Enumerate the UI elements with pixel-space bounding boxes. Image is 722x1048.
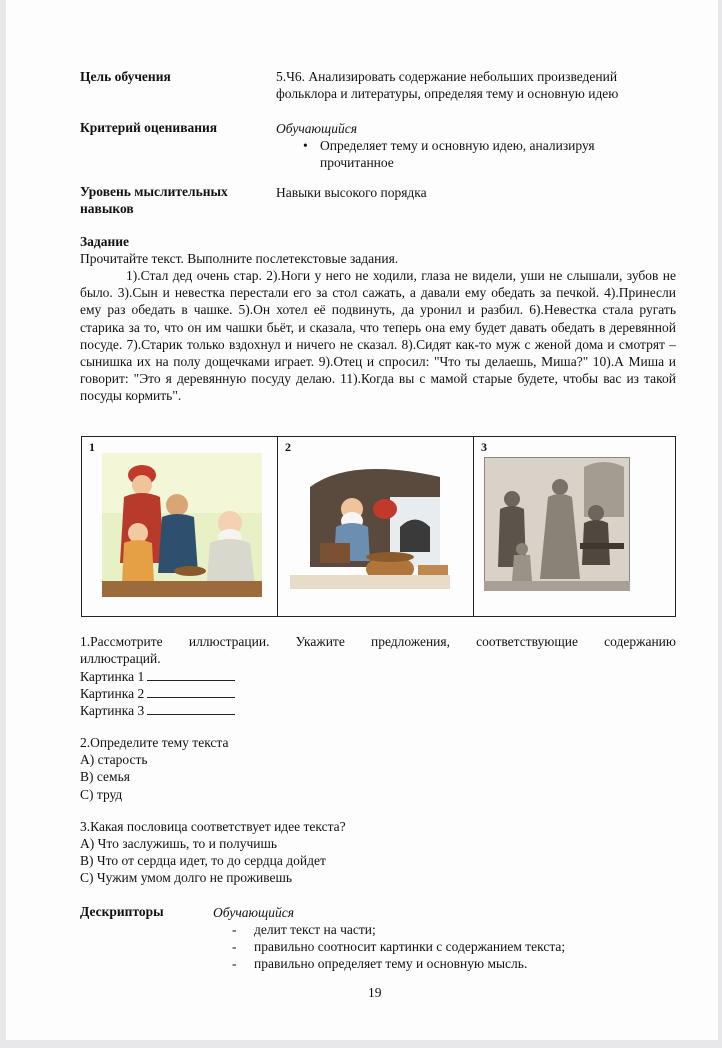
thinking-value: Навыки высокого порядка (276, 185, 427, 200)
descriptor-item-3 (232, 955, 527, 972)
q2-option-a: A) старость (80, 752, 148, 767)
q1-item-1-label: Картинка 1 (80, 669, 145, 684)
page-number: 19 (368, 985, 382, 1000)
criterion-subject: Обучающийся (276, 121, 358, 136)
picture-cell-1 (82, 437, 278, 617)
goal-label: Цель обучения (80, 69, 171, 84)
criterion-label: Критерий оценивания (80, 120, 218, 135)
q2-option-c: C) труд (80, 787, 123, 802)
q1-item-3 (80, 702, 235, 719)
task-text (80, 267, 676, 405)
criterion-bullet-line2: прочитанное (320, 155, 394, 170)
thinking-label-line1: Уровень мыслительных (80, 184, 228, 199)
descriptor-text-3: правильно определяет тему и основную мысль. (254, 956, 528, 971)
family-dinner-illustration (102, 453, 262, 597)
criterion-bullet-line1: Определяет тему и основную идею, анализируя (320, 138, 595, 153)
descriptor-text-2: правильно соотносит картинки с содержанием текста; (254, 939, 566, 954)
q1-item-2-label: Картинка 2 (80, 686, 145, 701)
q1-line2: иллюстраций. (80, 651, 161, 667)
q1-text (80, 633, 676, 667)
q1-line1: 1.Рассмотрите иллюстрации. Укажите предложения, соответствующие содержанию (80, 634, 676, 649)
picture-cell-3 (474, 437, 676, 617)
q3-option-a: A) Что заслужишь, то и получишь (80, 836, 278, 851)
descriptor-marker-2: - (232, 939, 237, 954)
pictures-table (81, 436, 676, 617)
picture-cell-2 (278, 437, 474, 617)
picture-number-1: 1 (89, 440, 95, 454)
q3-question: 3.Какая пословица соответствует идее текста? (80, 819, 346, 834)
q3-option-b: B) Что от сердца идет, то до сердца дойдет (80, 853, 326, 868)
document-page (6, 0, 718, 1040)
descriptors-subject: Обучающийся (213, 905, 295, 920)
picture-number-3: 3 (481, 440, 487, 454)
task-text-body: 1).Стал дед очень стар. 2).Ноги у него не ходили, глаза не видели, уши не слышали, зубов не было. 3).Сын и невестка перестали его за стол сажать, а давали ему обедать за печкой. 4).Принесли ему раз обедать в чашке. 5).Он хотел её подвинуть, да уронил и разбил. 6).Невестка стала ругать старика за то, что он им чашки бьёт, и сказала, что теперь она ему будет давать обедать в деревянной посуде. 7).Старик только вздохнул и ничего не сказал. 8).Сидят как-то муж с женой дома и смотрят – сынишка их на полу дощечками играет. 9).Отец и спросил: "Что ты делаешь, Миша?" 10).А Миша и говорит: "Это я деревянную посуду делаю. 11).Когда вы с мамой старые будете, чтобы вас из такой посуды кормить". (80, 268, 676, 404)
q1-item-2 (80, 685, 235, 702)
goal-text-line1: 5.Ч6. Анализировать содержание небольших произведений (276, 69, 618, 84)
goal-text-line2: фольклора и литературы, определяя тему и основную идею (276, 86, 619, 101)
descriptor-item-1 (232, 921, 376, 938)
answer-blank-2[interactable] (147, 687, 235, 698)
descriptors-label: Дескрипторы (80, 904, 164, 919)
answer-blank-3[interactable] (147, 704, 235, 715)
descriptor-marker-1: - (232, 922, 237, 937)
q2-option-b: B) семья (80, 769, 130, 784)
descriptor-item-2 (232, 938, 565, 955)
q1-item-3-label: Картинка 3 (80, 703, 145, 718)
q3-option-c: C) Чужим умом долго не проживешь (80, 870, 293, 885)
bullet-dot: • (303, 138, 308, 153)
q1-item-1 (80, 668, 235, 685)
task-instruction: Прочитайте текст. Выполните послетекстовые задания. (80, 251, 399, 266)
picture-number-2: 2 (285, 440, 291, 454)
descriptor-text-1: делит текст на части; (254, 922, 376, 937)
task-heading: Задание (80, 234, 130, 249)
q2-question: 2.Определите тему текста (80, 735, 229, 750)
family-engraving-illustration (484, 457, 630, 591)
old-man-stove-illustration (290, 457, 450, 589)
descriptor-marker-3: - (232, 956, 237, 971)
thinking-label-line2: навыков (80, 201, 134, 216)
answer-blank-1[interactable] (147, 670, 235, 681)
